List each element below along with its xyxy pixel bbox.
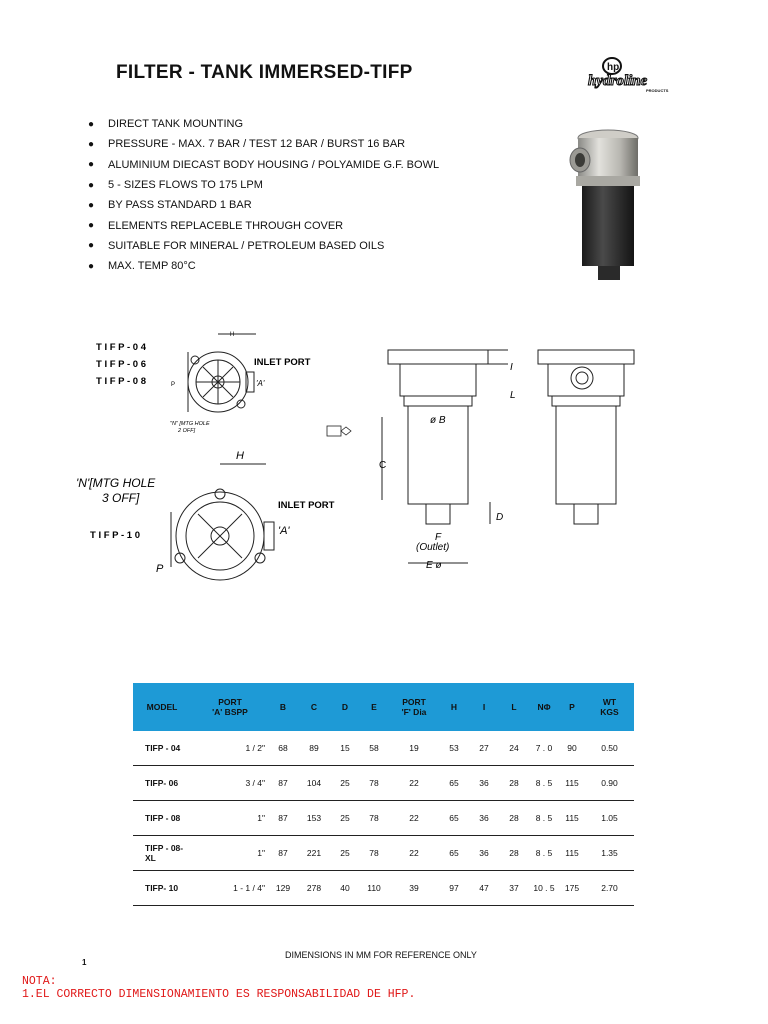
svg-text:(Outlet): (Outlet): [416, 542, 450, 553]
model-label: T I F P - 0 4: [96, 342, 146, 353]
svg-text:ø B: ø B: [430, 415, 446, 426]
feature-item: ● PRESSURE - MAX. 7 BAR / TEST 12 BAR / BURST 16 BAR: [88, 138, 406, 151]
col-header: P: [569, 702, 575, 712]
svg-text:3 OFF]: 3 OFF]: [102, 491, 140, 505]
feature-item: ● ELEMENTS REPLACEBLE THROUGH COVER: [88, 219, 344, 232]
table-row: TIFP - 08 1" 87 153 25 78 22 65 36 28 8 . 5 115 1.05: [133, 801, 634, 836]
col-header: 'A' BSPP: [212, 707, 248, 717]
inlet-port-label: INLET PORT: [254, 357, 311, 368]
col-header: E: [371, 702, 377, 712]
feature-item: ● SUITABLE FOR MINERAL / PETROLEUM BASED OILS: [88, 239, 385, 252]
col-header: D: [341, 702, 349, 712]
product-photo: [560, 126, 652, 284]
feature-item: ● DIRECT TANK MOUNTING: [88, 118, 244, 131]
table-row: TIFP - 08-XL 1" 87 221 25 78 22 65 36 28 8 . 5 115 1.35: [133, 836, 634, 871]
feature-item: ● ALUMINIUM DIECAST BODY HOUSING / POLYAMIDE G.F. BOWL: [88, 158, 440, 171]
feature-item: ● 5 - SIZES FLOWS TO 175 LPM: [88, 179, 263, 192]
col-header: MODEL: [146, 702, 178, 712]
svg-text:F: F: [435, 532, 442, 543]
svg-text:I: I: [510, 362, 513, 373]
svg-text:L: L: [510, 390, 516, 401]
svg-text:2 OFF]: 2 OFF]: [178, 428, 196, 434]
svg-text:P: P: [171, 382, 176, 388]
page-title: FILTER - TANK IMMERSED-TIFP: [116, 62, 413, 83]
col-header: PORT: [218, 697, 242, 707]
spec-table: [133, 683, 634, 906]
bullet-icon: ●: [88, 138, 95, 150]
col-header: L: [511, 702, 517, 712]
nota-block: [22, 975, 415, 1001]
bullet-icon: ●: [88, 159, 95, 171]
top-view-small: [188, 334, 256, 412]
feature-item: ● BY PASS STANDARD 1 BAR: [88, 199, 252, 212]
inlet-port-label: INLET PORT: [278, 500, 335, 511]
col-header: WT: [602, 697, 617, 707]
technical-drawing: [70, 322, 670, 582]
col-header: 'F' Dia: [401, 707, 427, 717]
bullet-icon: ●: [88, 179, 95, 191]
col-header: PORT: [402, 697, 426, 707]
svg-text:C: C: [379, 460, 387, 471]
svg-text:hp: hp: [607, 62, 620, 73]
svg-text:'A': 'A': [278, 525, 290, 537]
svg-text:"N" [MTG HOLE: "N" [MTG HOLE: [170, 421, 210, 427]
page-number: 1: [82, 958, 87, 967]
nota-text: 1.EL CORRECTO DIMENSIONAMIENTO ES RESPONSABILIDAD DE HFP.: [22, 988, 416, 1001]
side-view-rotated: [538, 350, 634, 524]
dimensions-note: DIMENSIONS IN MM FOR REFERENCE ONLY: [285, 950, 477, 960]
svg-text:D: D: [496, 512, 504, 523]
bullet-icon: ●: [88, 240, 95, 252]
bullet-icon: ●: [88, 220, 95, 232]
model-label: T I F P - 0 6: [96, 359, 146, 370]
bullet-icon: ●: [88, 118, 95, 130]
col-header: KGS: [600, 707, 619, 717]
col-header: H: [450, 702, 458, 712]
nota-heading: NOTA:: [22, 975, 57, 988]
svg-text:P: P: [156, 563, 164, 575]
side-view: [382, 350, 508, 563]
svg-text:'N'[MTG HOLE: 'N'[MTG HOLE: [76, 476, 156, 490]
feature-list: [88, 114, 439, 276]
hydroline-logo: [586, 56, 686, 96]
model-label: T I F P - 0 8: [96, 376, 146, 387]
table-row: TIFP - 04 1 / 2" 68 89 15 58 19 53 27 24 7 . 0 90 0.50: [133, 731, 634, 766]
feature-item: ● MAX. TEMP 80°C: [88, 260, 196, 273]
col-header: C: [310, 702, 318, 712]
table-row: TIFP- 06 3 / 4" 87 104 25 78 22 65 36 28 8 . 5 115 0.90: [133, 766, 634, 801]
svg-text:'A': 'A': [256, 379, 265, 388]
model-label: T I F P - 1 0: [90, 530, 140, 541]
col-header: NΦ: [537, 702, 551, 712]
top-view-large: [171, 464, 274, 580]
bullet-icon: ●: [88, 199, 95, 211]
svg-text:H: H: [236, 450, 244, 462]
svg-text:PRODUCTS: PRODUCTS: [646, 88, 669, 93]
table-row: TIFP- 10 1 - 1 / 4" 129 278 40 110 39 97 47 37 10 . 5 175 2.70: [133, 871, 634, 906]
col-header: I: [482, 702, 486, 712]
svg-text:E ø: E ø: [426, 560, 442, 571]
col-header: B: [279, 702, 287, 712]
svg-text:hydroline: hydroline: [588, 73, 648, 89]
bullet-icon: ●: [88, 260, 95, 272]
bypass-symbol: [327, 426, 351, 436]
svg-text:H: H: [230, 332, 235, 338]
